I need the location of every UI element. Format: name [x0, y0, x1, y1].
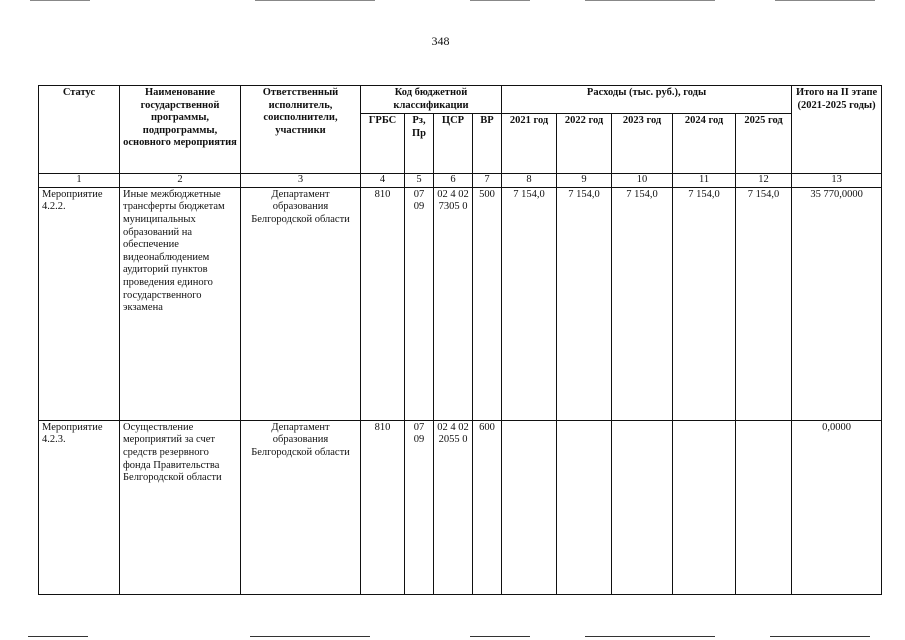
- row-grbs: 810: [361, 187, 405, 420]
- scan-edge-line: [585, 636, 715, 637]
- row-csr: 02 4 02 2055 0: [434, 420, 473, 594]
- row-2025: 7 154,0: [736, 187, 792, 420]
- scan-edge-line: [585, 0, 715, 1]
- header-2025: 2025 год: [736, 114, 792, 174]
- header-2024: 2024 год: [673, 114, 736, 174]
- row-executor: Департамент образования Белгородской области: [241, 420, 361, 594]
- budget-table: [38, 85, 882, 595]
- column-number: 7: [473, 174, 502, 188]
- header-rz-pr: Рз, Пр: [405, 114, 434, 174]
- column-number: 13: [792, 174, 882, 188]
- table-row: [39, 187, 882, 420]
- row-status: Мероприятие 4.2.3.: [39, 420, 120, 594]
- column-number: 6: [434, 174, 473, 188]
- header-2023: 2023 год: [612, 114, 673, 174]
- row-rz-pr: 07 09: [405, 420, 434, 594]
- column-number: 10: [612, 174, 673, 188]
- row-2025: [736, 420, 792, 594]
- scan-edge-line: [770, 636, 870, 637]
- row-2022: [557, 420, 612, 594]
- header-status: Статус: [39, 86, 120, 174]
- header-grbs: ГРБС: [361, 114, 405, 174]
- table-row: [39, 420, 882, 594]
- header-total: Итого на II этапе (2021-2025 годы): [792, 86, 882, 174]
- column-number: 3: [241, 174, 361, 188]
- header-2022: 2022 год: [557, 114, 612, 174]
- row-total: 35 770,0000: [792, 187, 882, 420]
- scan-edge-line: [775, 0, 875, 1]
- header-budget-code: Код бюджетной классификации: [361, 86, 502, 114]
- row-vr: 600: [473, 420, 502, 594]
- scan-edge-line: [250, 636, 370, 637]
- row-executor: Департамент образования Белгородской области: [241, 187, 361, 420]
- header-csr: ЦСР: [434, 114, 473, 174]
- row-status: Мероприятие 4.2.2.: [39, 187, 120, 420]
- header-row-1: [39, 86, 882, 114]
- row-vr: 500: [473, 187, 502, 420]
- row-2022: 7 154,0: [557, 187, 612, 420]
- scan-edge-line: [470, 0, 530, 1]
- column-numbers-row: [39, 174, 882, 188]
- column-number: 2: [120, 174, 241, 188]
- row-2023: 7 154,0: [612, 187, 673, 420]
- header-2021: 2021 год: [502, 114, 557, 174]
- column-number: 8: [502, 174, 557, 188]
- row-2023: [612, 420, 673, 594]
- header-executor: Ответственный исполнитель, соисполнители, участники: [241, 86, 361, 174]
- column-number: 4: [361, 174, 405, 188]
- row-name: Осуществление мероприятий за счет средств резервного фонда Правительства Белгородской области: [120, 420, 241, 594]
- header-vr: ВР: [473, 114, 502, 174]
- scan-edge-line: [255, 0, 375, 1]
- column-number: 12: [736, 174, 792, 188]
- row-grbs: 810: [361, 420, 405, 594]
- scan-edge-line: [28, 636, 88, 637]
- scan-edge-line: [30, 0, 90, 1]
- header-expenses: Расходы (тыс. руб.), годы: [502, 86, 792, 114]
- column-number: 9: [557, 174, 612, 188]
- row-csr: 02 4 02 7305 0: [434, 187, 473, 420]
- row-rz-pr: 07 09: [405, 187, 434, 420]
- scan-edge-line: [470, 636, 530, 637]
- column-number: 5: [405, 174, 434, 188]
- row-total: 0,0000: [792, 420, 882, 594]
- column-number: 1: [39, 174, 120, 188]
- row-2024: 7 154,0: [673, 187, 736, 420]
- column-number: 11: [673, 174, 736, 188]
- header-name: Наименование государственной программы, подпрограммы, основного мероприятия: [120, 86, 241, 174]
- row-2024: [673, 420, 736, 594]
- row-name: Иные межбюджетные трансферты бюджетам муниципальных образований на обеспечение видеонаблюдением аудиторий пунктов проведения единого государственного экзамена: [120, 187, 241, 420]
- page-number: 348: [431, 34, 450, 48]
- row-2021: 7 154,0: [502, 187, 557, 420]
- row-2021: [502, 420, 557, 594]
